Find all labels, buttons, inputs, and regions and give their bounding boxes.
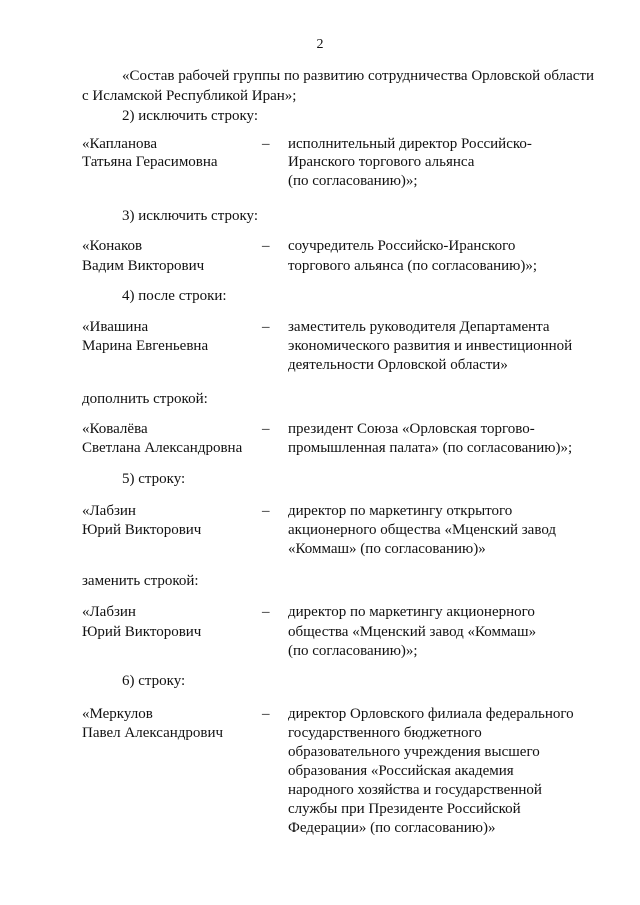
- person-given-names: Вадим Викторович: [82, 258, 205, 274]
- item-heading: 3) исключить строку:: [122, 208, 258, 224]
- position-line: образовательного учреждения высшего: [288, 744, 540, 760]
- intro-line-1: «Состав рабочей группы по развитию сотрудничества Орловской области: [122, 68, 595, 84]
- item-heading: 6) строку:: [122, 673, 186, 689]
- entry-dash: –: [262, 319, 270, 335]
- position-line: государственного бюджетного: [288, 725, 482, 741]
- person-surname: «Лабзин: [82, 604, 136, 620]
- position-line: акционерного общества «Мценский завод: [288, 522, 557, 538]
- person-surname: «Ковалёва: [82, 421, 148, 437]
- person-given-names: Марина Евгеньевна: [82, 338, 209, 354]
- intro-line-2: с Исламской Республикой Иран»;: [82, 88, 297, 104]
- position-line: директор по маркетингу открытого: [288, 503, 513, 519]
- person-given-names: Павел Александрович: [82, 725, 224, 741]
- person-surname: «Капланова: [82, 136, 158, 152]
- position-line: директор Орловского филиала федерального: [288, 706, 574, 722]
- entry-dash: –: [262, 503, 270, 519]
- item-heading: 4) после строки:: [122, 288, 227, 304]
- position-line: промышленная палата» (по согласованию)»;: [288, 440, 573, 456]
- position-line: образования «Российская академия: [288, 763, 514, 779]
- person-given-names: Юрий Викторович: [82, 522, 202, 538]
- position-line: «Коммаш» (по согласованию)»: [288, 541, 486, 557]
- position-line: торгового альянса (по согласованию)»;: [288, 258, 538, 274]
- item-heading: 2) исключить строку:: [122, 108, 258, 124]
- item-heading: 5) строку:: [122, 471, 186, 487]
- position-line: (по согласованию)»;: [288, 173, 418, 189]
- position-line: президент Союза «Орловская торгово-: [288, 421, 535, 437]
- person-surname: «Лабзин: [82, 503, 136, 519]
- page-number: 2: [316, 37, 324, 52]
- position-line: Иранского торгового альянса: [288, 154, 475, 170]
- position-line: заместитель руководителя Департамента: [288, 319, 550, 335]
- position-line: соучредитель Российско-Иранского: [288, 238, 516, 254]
- position-line: службы при Президенте Российской: [288, 801, 521, 817]
- position-line: директор по маркетингу акционерного: [288, 604, 535, 620]
- person-given-names: Юрий Викторович: [82, 624, 202, 640]
- position-line: экономического развития и инвестиционной: [288, 338, 573, 354]
- person-given-names: Татьяна Герасимовна: [82, 154, 218, 170]
- entry-dash: –: [262, 604, 270, 620]
- entry-dash: –: [262, 706, 270, 722]
- item-heading: дополнить строкой:: [82, 391, 208, 407]
- position-line: исполнительный директор Российско-: [288, 136, 532, 152]
- person-surname: «Конаков: [82, 238, 143, 254]
- person-surname: «Меркулов: [82, 706, 153, 722]
- person-surname: «Ивашина: [82, 319, 149, 335]
- entry-dash: –: [262, 136, 270, 152]
- person-given-names: Светлана Александровна: [82, 440, 243, 456]
- entry-dash: –: [262, 421, 270, 437]
- item-heading: заменить строкой:: [82, 573, 199, 589]
- position-line: Федерации» (по согласованию)»: [288, 820, 496, 836]
- position-line: общества «Мценский завод «Коммаш»: [288, 624, 537, 640]
- position-line: народного хозяйства и государственной: [288, 782, 542, 798]
- position-line: деятельности Орловской области»: [288, 357, 508, 373]
- position-line: (по согласованию)»;: [288, 643, 418, 659]
- entry-dash: –: [262, 238, 270, 254]
